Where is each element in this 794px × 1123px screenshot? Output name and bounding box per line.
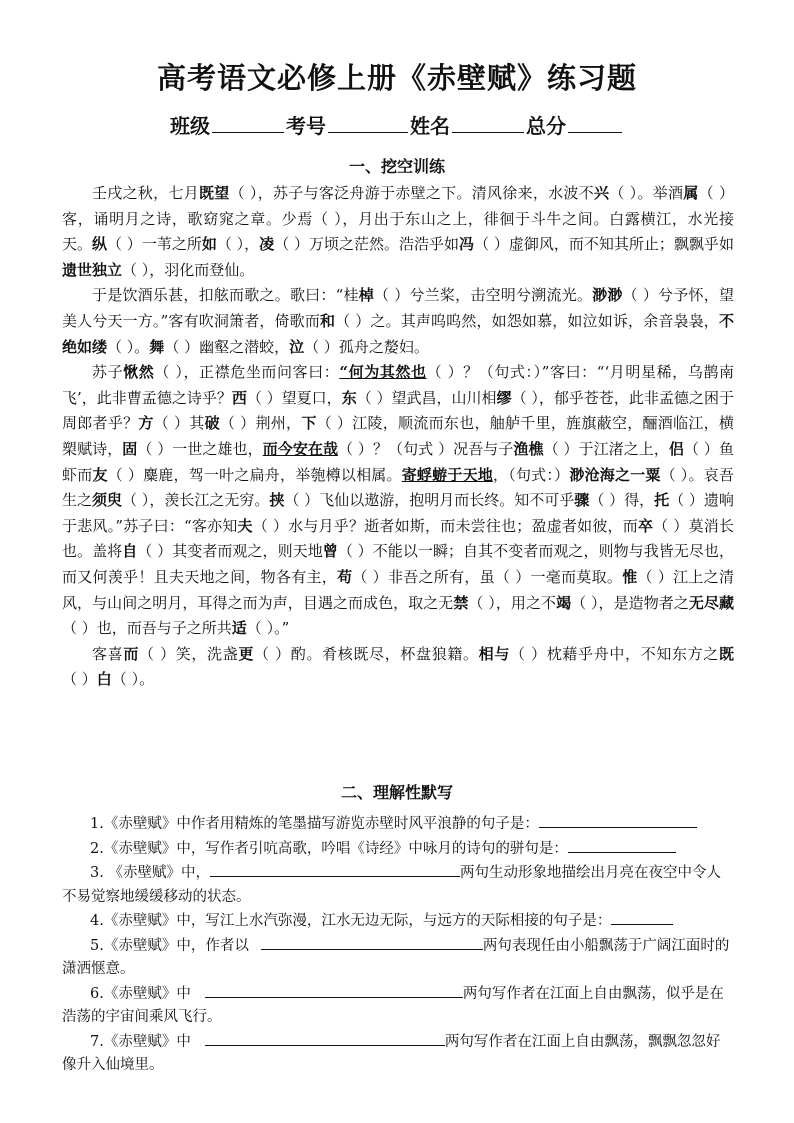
text-run: （ ）鱼虾而	[62, 439, 734, 484]
key-word: 方	[138, 414, 154, 433]
text-run: （ ），苏子与客泛舟游于赤壁之下。清风徐来，水波不	[229, 184, 595, 202]
dictation-questions	[62, 812, 734, 1078]
text-run: （ ）。	[107, 337, 150, 356]
key-word: 缪	[496, 388, 512, 407]
text-run: 两句表现任由小船飘荡于广阔江面时的潇洒惬意。	[62, 937, 730, 977]
text-run: （ ）？（句式 ）况吾与子	[338, 439, 514, 458]
key-word: 自	[122, 542, 138, 561]
fill-blank-passage	[62, 181, 734, 693]
question-7	[62, 1030, 734, 1078]
key-word: 禁	[453, 593, 469, 612]
answer-blank-2[interactable]	[568, 837, 676, 853]
key-word: 白	[96, 670, 112, 689]
text-run: 1.《赤壁赋》中作者用精炼的笔墨描写游览赤壁时风平浪静的句子是：	[90, 816, 539, 832]
key-word: 渔樵	[513, 439, 544, 458]
question-1	[62, 812, 734, 837]
key-word: 托	[654, 491, 670, 510]
key-word: 纵	[92, 235, 108, 254]
text-run: 5.《赤壁赋》中，作者以	[90, 937, 249, 954]
key-word: 挟	[269, 491, 285, 510]
text-run: （ ）兮兰桨，击空明兮溯流光。	[373, 286, 593, 305]
text-run: （ ）于江渚之上，	[543, 439, 669, 458]
key-word: 既	[718, 644, 734, 663]
key-word: 而	[123, 644, 139, 663]
text-run: （ ）莫消长也。盖将	[62, 516, 734, 561]
text-run: （ ）	[62, 670, 97, 689]
text-run: （ ），用之不	[468, 593, 557, 612]
section-2-title: 二、理解性默写	[340, 783, 453, 802]
text-run: 于是饮酒乐甚，扣舷而歌之。歌曰：“桂	[92, 286, 359, 305]
key-word: 和	[319, 311, 336, 330]
key-word: 棹	[358, 286, 374, 305]
text-run: （ ）。举酒	[609, 184, 684, 202]
student-info-line	[0, 110, 794, 139]
text-run: 两句生动形象地描绘出月亮在夜空中令人不易觉察地缓缓移动的状态。	[62, 865, 721, 905]
text-run: （ ）江陵，顺流而东也，舳舻千里，旌旗蔽空，酾酒临江，横槊赋诗，	[62, 414, 734, 458]
text-run: （ ），是造物者之	[571, 593, 689, 612]
text-run: （ ）万顷之茫然。浩浩乎如	[274, 235, 460, 254]
paragraph-1	[62, 181, 734, 283]
text-run: （ ）一世之雄也，	[137, 439, 263, 458]
key-word: 无尽藏	[688, 593, 734, 612]
question-4	[62, 909, 734, 934]
key-word: 夫	[237, 516, 253, 535]
score-label: 总分	[526, 114, 566, 138]
text-run: 两句写作者在江面上自由飘荡，飘飘忽忽好像升入仙境里。	[62, 1033, 721, 1073]
key-word: 愀然	[123, 363, 155, 382]
text-run: （ ）麋鹿，驾一叶之扁舟，举匏樽以相属。	[107, 465, 402, 484]
text-run: （ ）望夏口，	[246, 388, 342, 407]
text-run: （ ）幽壑之潜蛟，	[164, 337, 290, 356]
text-run: （ ）其	[153, 414, 205, 433]
text-run: （ ）。	[111, 670, 155, 689]
text-run: （ ）枕藉乎舟中，不知东方之	[510, 644, 719, 663]
page-title: 高考语文必修上册《赤壁赋》练习题	[156, 61, 637, 95]
exam-no-blank[interactable]	[328, 114, 408, 133]
key-word: 舞	[149, 337, 165, 356]
key-word: 冯	[459, 235, 475, 254]
text-run: （ ）得，	[589, 491, 655, 510]
text-run: 7.《赤壁赋》中	[90, 1033, 191, 1050]
key-word: 曾	[322, 542, 338, 561]
paragraph-3	[62, 360, 734, 642]
class-blank[interactable]	[212, 114, 284, 133]
answer-blank-4[interactable]	[611, 909, 673, 925]
text-run: 2.《赤壁赋》中，写作者引吭高歌，吟唱《诗经》中咏月的诗句的骈句是：	[90, 840, 568, 857]
key-word: 西	[231, 388, 247, 407]
key-word: 苟	[337, 567, 353, 586]
text-run: 3. 《赤壁赋》中，	[90, 865, 210, 881]
text-run: （ ）飞仙以遨游，抱明月而长终。知不可乎	[284, 491, 575, 510]
text-run: （ ），郁乎苍苍，此非孟德之困于周郎者乎？	[62, 388, 734, 433]
text-run: 寄蜉蝣于天地	[401, 465, 494, 484]
key-word: 适	[231, 619, 247, 638]
key-word: 竭	[556, 593, 572, 612]
key-word: 不绝如缕	[62, 311, 734, 356]
question-3	[62, 861, 734, 909]
text-run: 4.《赤壁赋》中，写江上水汽弥漫，江水无边无际，与远方的天际相接的句子是：	[90, 913, 612, 929]
text-run: 6.《赤壁赋》中	[90, 985, 191, 1002]
key-word: 破	[204, 414, 220, 433]
text-run: （ ）也，而吾与子之所共	[62, 619, 232, 638]
text-run: （ ）荆州，	[219, 414, 302, 433]
key-word: 遗世独立	[62, 260, 123, 279]
text-run: （ ）？（句式：）”客曰：“‘月明星稀，乌鹊南飞’，此非曹孟德之诗乎？	[62, 363, 734, 407]
key-word: 兴	[594, 184, 610, 202]
section-1-title: 一、挖空训练	[348, 157, 445, 176]
text-run: 而今安在哉	[262, 439, 339, 458]
text-run: 客喜	[92, 644, 124, 663]
text-run: ，（句式：）	[493, 465, 570, 484]
answer-blank-1[interactable]	[539, 812, 697, 828]
key-word: 泣	[289, 337, 305, 356]
key-word: 渺沧海之一粟	[569, 465, 661, 484]
paragraph-4	[62, 642, 734, 693]
text-run: （ ）酌。肴核既尽，杯盘狼籍。	[254, 644, 479, 663]
text-run: （ ）其变者而观之，则天地	[137, 542, 323, 561]
text-run: （ ），	[216, 235, 260, 254]
score-blank[interactable]	[568, 114, 622, 133]
text-run: （ ）一苇之所	[107, 235, 202, 254]
key-word: 侣	[668, 439, 684, 458]
text-run: （ ）。哀吾生之	[62, 465, 734, 510]
text-run: （ ）非吾之所有，虽（ ）一毫而莫取。	[352, 567, 623, 586]
text-run: 两句写作者在江面上自由飘荡，似乎是在浩荡的宇宙间乘风飞行。	[62, 985, 724, 1025]
question-2	[62, 837, 734, 862]
key-word: 下	[301, 414, 317, 433]
text-run: （ ）孤舟之嫠妇。	[304, 337, 429, 356]
key-word: 须臾	[92, 491, 123, 510]
text-run: （ ）。”	[246, 619, 290, 638]
name-label: 姓名	[410, 114, 450, 138]
text-run: （ ）之。其声呜呜然，如怨如慕，如泣如诉，余音袅袅，	[335, 311, 719, 330]
text-run: （ ），羡长江之无穷。	[122, 491, 270, 510]
text-run: （ ）客，诵明月之诗，歌窈窕之章。少焉（ ），月出于东山之上，徘徊于斗牛之间。白露横江，水光接天。	[62, 184, 734, 254]
answer-blank-3[interactable]	[210, 861, 460, 877]
key-word: 惟	[622, 567, 638, 586]
text-run: （ ）不能以一瞬；自其不变者而观之，则物与我皆无尽也，而又何羡乎！且夫天地之间，物各有主，	[62, 542, 734, 586]
key-word: 东	[341, 388, 357, 407]
paragraph-2	[62, 283, 734, 360]
key-word: 更	[238, 644, 255, 663]
question-6	[62, 982, 734, 1030]
text-run: （ ）虚御风，而不知其所止；飘飘乎如	[474, 235, 734, 254]
key-word: 凌	[259, 235, 275, 254]
answer-blank-6[interactable]	[205, 982, 463, 998]
class-label: 班级	[170, 114, 210, 138]
text-run: 苏子	[92, 363, 124, 382]
key-word: 既望	[199, 184, 230, 202]
key-word: 属	[683, 184, 699, 202]
text-run: （ ）遗响于悲风。”苏子曰：“客亦知	[62, 491, 734, 535]
key-word: 友	[92, 465, 108, 484]
name-blank[interactable]	[452, 114, 524, 133]
answer-blank-5[interactable]	[261, 934, 483, 950]
key-word: 骤	[574, 491, 590, 510]
text-run: （ ）水与月乎？逝者如斯，而未尝往也；盈虚者如彼，而	[252, 516, 638, 535]
exam-no-label: 考号	[286, 114, 326, 138]
key-word: 相与	[478, 644, 510, 663]
answer-blank-7[interactable]	[205, 1030, 445, 1046]
text-run: （ ），正襟危坐而问客曰：	[154, 363, 340, 382]
text-run: （ ）兮予怀，望美人兮天一方。”客有吹洞箫者，倚歌而	[62, 286, 734, 330]
key-word: 如	[201, 235, 217, 254]
question-5	[62, 934, 734, 982]
key-word: 卒	[637, 516, 654, 535]
text-run: （ ）望武昌，山川相	[356, 388, 497, 407]
key-word: 渺渺	[592, 286, 623, 305]
text-run: （ ），羽化而登仙。	[122, 260, 255, 279]
text-run: 壬戌之秋，七月	[92, 184, 200, 202]
key-word: 固	[122, 439, 138, 458]
text-run: “何为其然也	[339, 363, 427, 382]
text-run: （ ）笑，洗盏	[139, 644, 239, 663]
text-run: （ ）江上之清风，与山间之明月，耳得之而为声，目遇之而成色，取之无	[62, 567, 734, 612]
